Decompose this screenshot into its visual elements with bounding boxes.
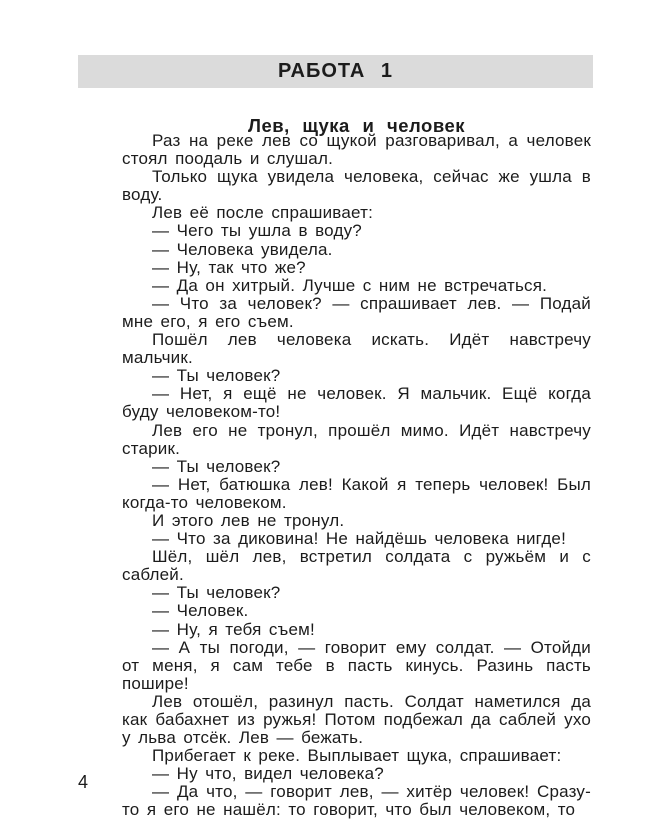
story-paragraph: — Чего ты ушла в воду? xyxy=(152,221,362,241)
story-paragraph: — Нет, батюшка лев! Какой я теперь человек! Был когда-то человеком. xyxy=(122,474,591,512)
work-banner: РАБОТА 1 xyxy=(78,55,593,88)
story-paragraph: — Ты человек? xyxy=(152,456,281,476)
story-paragraph: Шёл, шёл лев, встретил солдата с ружьём и с саблей. xyxy=(122,547,591,585)
story-paragraph: Прибегает к реке. Выплывает щука, спрашивает: xyxy=(152,746,562,766)
story-paragraph: — Ну, я тебя съем! xyxy=(152,619,315,639)
story-paragraph: — Ты человек? xyxy=(152,366,281,386)
story-paragraph: — Да он хитрый. Лучше с ним не встречаться. xyxy=(152,275,548,295)
story-paragraph: — Ну что, видел человека? xyxy=(152,764,384,784)
story-paragraph: — Да что, — говорит лев, — хитёр человек! Сразу-то я его не нашёл: то говорит, что был человеком, то xyxy=(122,782,591,820)
story-paragraph: Лев отошёл, разинул пасть. Солдат наметился да как бабахнет из ружья! Потом подбежал да саблей ухо у льва отсёк. Лев — бежать. xyxy=(122,691,591,748)
story-paragraph: — А ты погоди, — говорит ему солдат. — Отойди от меня, я сам тебе в пасть кинусь. Разинь пасть пошире! xyxy=(122,637,591,693)
story-paragraph: — Что за человек? — спрашивает лев. — Подай мне его, я его съем. xyxy=(122,293,591,331)
story-paragraph: И этого лев не тронул. xyxy=(152,510,345,530)
story-paragraph: Лев её после спрашивает: xyxy=(152,203,373,223)
story-paragraph: Только щука увидела человека, сейчас же ушла в воду. xyxy=(122,167,591,205)
story-paragraph: — Человека увидела. xyxy=(152,239,333,259)
story-paragraph: Пошёл лев человека искать. Идёт навстречу мальчик. xyxy=(122,330,591,368)
story-paragraph: Раз на реке лев со щукой разговаривал, а человек стоял поодаль и слушал. xyxy=(122,131,591,169)
story-paragraph: Лев его не тронул, прошёл мимо. Идёт навстречу старик. xyxy=(122,420,591,458)
story-paragraph: — Нет, я ещё не человек. Я мальчик. Ещё когда буду человеком-то! xyxy=(122,384,591,422)
story-title: Лев, щука и человек xyxy=(247,115,466,137)
story-paragraph: — Ты человек? xyxy=(152,583,281,603)
story-paragraph: — Что за диковина! Не найдёшь человека нигде! xyxy=(152,529,567,549)
page-number: 4 xyxy=(78,772,89,792)
story-text xyxy=(122,132,591,820)
story-paragraph: — Ну, так что же? xyxy=(152,257,306,277)
story-paragraph: — Человек. xyxy=(152,601,249,621)
